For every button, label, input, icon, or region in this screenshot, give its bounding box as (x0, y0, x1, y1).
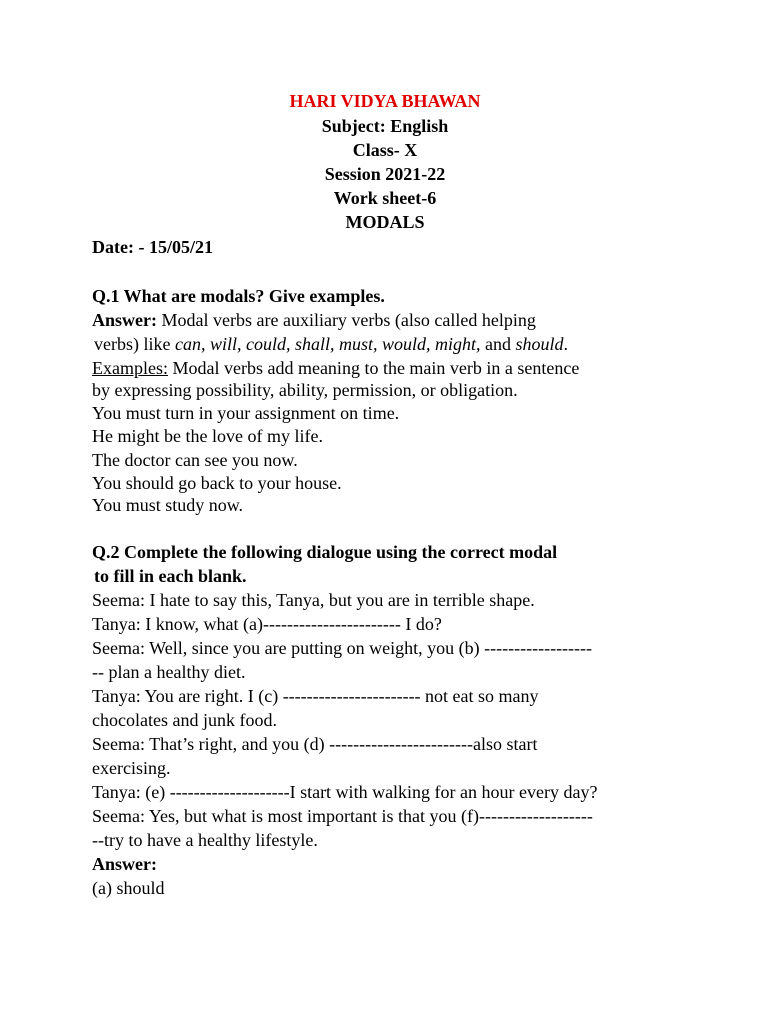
example-sentence: You should go back to your house. (92, 473, 342, 493)
dialogue-line: -- plan a healthy diet. (92, 662, 246, 682)
dialogue-line: Seema: That’s right, and you (d) ------------------------also start (92, 734, 538, 754)
q1-and: and (480, 334, 516, 354)
q2-question-line2: to fill in each blank. (94, 566, 247, 586)
q2-question-line1: Q.2 Complete the following dialogue using the correct modal (92, 542, 558, 562)
session-line: Session 2021-22 (324, 164, 446, 184)
q1-question: Q.1 What are modals? Give examples. (92, 286, 385, 306)
dialogue-line: Seema: Well, since you are putting on weight, you (b) ------------------ (92, 638, 593, 658)
dialogue-line: Tanya: You are right. I (c) ----------------------- not eat so many (92, 686, 539, 706)
q1-examples-text1: Modal verbs add meaning to the main verb in a sentence (167, 358, 580, 378)
example-sentence: He might be the love of my life. (92, 426, 323, 446)
q1-answer-text1: Modal verbs are auxiliary verbs (also called helping (157, 310, 536, 330)
dialogue-line: Tanya: (e) --------------------I start with walking for an hour every day? (92, 782, 598, 802)
dialogue-line: exercising. (92, 758, 171, 778)
q1-answer-line1 (92, 309, 536, 331)
q1-answer-line2 (94, 333, 568, 355)
example-sentence: The doctor can see you now. (92, 450, 298, 470)
dialogue-line: chocolates and junk food. (92, 710, 277, 730)
dialogue-line: Seema: I hate to say this, Tanya, but you are in terrible shape. (92, 590, 535, 610)
subject-line: Subject: English (321, 116, 449, 136)
class-line: Class- X (352, 140, 418, 160)
q1-examples-line1 (92, 357, 579, 379)
q1-examples-label: Examples: (92, 358, 168, 378)
dialogue-line: Tanya: I know, what (a)----------------------- I do? (92, 614, 442, 634)
q1-modal-list: can, will, could, shall, must, would, might, (174, 334, 481, 354)
q1-examples-line2: by expressing possibility, ability, permission, or obligation. (92, 380, 518, 400)
dialogue-line: --try to have a healthy lifestyle. (92, 830, 318, 850)
example-sentence: You must turn in your assignment on time. (92, 403, 400, 423)
school-name: HARI VIDYA BHAWAN (289, 91, 481, 111)
q2-answer-item: (a) should (92, 878, 165, 898)
q1-should: should (515, 334, 564, 354)
q2-answer-label: Answer: (92, 854, 157, 874)
example-sentence: You must study now. (92, 495, 244, 515)
q1-answer-label: Answer: (92, 310, 157, 330)
dialogue-line: Seema: Yes, but what is most important is that you (f)------------------- (92, 806, 593, 826)
worksheet-line: Work sheet-6 (333, 188, 437, 208)
q1-period: . (563, 334, 569, 354)
q1-answer-text2: verbs) like (94, 334, 175, 354)
topic-title: MODALS (345, 212, 425, 232)
date-line: Date: - 15/05/21 (92, 237, 213, 257)
